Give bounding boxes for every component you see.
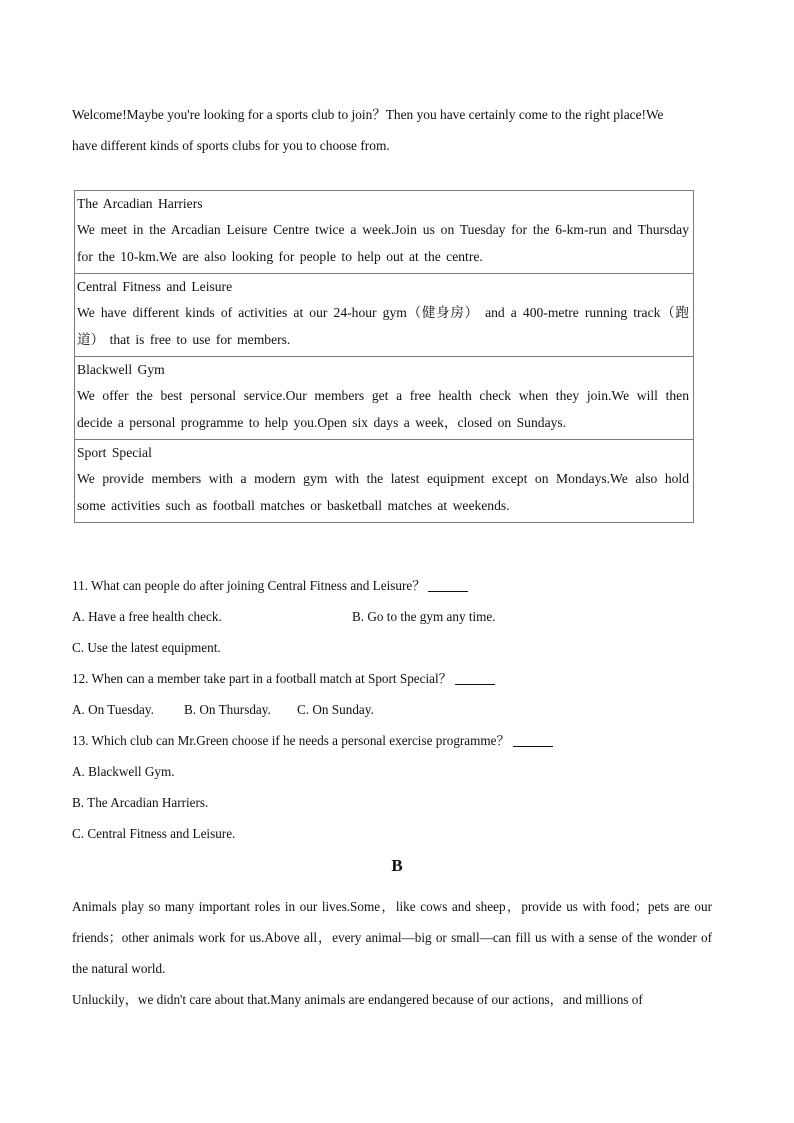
- question-stem: [72, 725, 722, 756]
- option-c: C. Central Fitness and Leisure.: [72, 826, 236, 841]
- option-a: A. Blackwell Gym.: [72, 764, 175, 779]
- question-11-text: 11. What can people do after joining Central Fitness and Leisure？: [72, 578, 426, 593]
- answer-blank: [455, 670, 495, 685]
- option-b: B. Go to the gym any time.: [352, 609, 496, 624]
- club-row: [75, 357, 693, 440]
- club-name: Central Fitness and Leisure: [77, 279, 233, 294]
- option-row: [72, 818, 722, 849]
- clubs-table: [74, 190, 694, 523]
- club-description: We provide members with a modern gym with the latest equipment except on Mondays.We also hold some activities such as football matches or basketball matches at weekends.: [77, 471, 689, 513]
- answer-blank: [428, 577, 468, 592]
- intro-paragraph: [72, 99, 712, 161]
- passage-paragraph-2: Unluckily，we didn't care about that.Many animals are endangered because of our actions，and millions of: [72, 992, 643, 1007]
- option-a: A. Have a free health check.: [72, 609, 222, 624]
- option-c: C. Use the latest equipment.: [72, 640, 221, 655]
- option-a: A. On Tuesday.: [72, 702, 154, 717]
- section-b-heading: B: [391, 856, 403, 875]
- questions-section: [72, 570, 722, 849]
- question-stem: [72, 570, 722, 601]
- question-stem: [72, 663, 722, 694]
- club-row: [75, 274, 693, 357]
- option-b: B. The Arcadian Harriers.: [72, 795, 209, 810]
- option-b: B. On Thursday.: [184, 702, 271, 717]
- question-12-text: 12. When can a member take part in a football match at Sport Special？: [72, 671, 452, 686]
- answer-blank: [513, 732, 553, 747]
- option-row: [72, 601, 722, 632]
- club-name: The Arcadian Harriers: [77, 196, 203, 211]
- club-description: We meet in the Arcadian Leisure Centre twice a week.Join us on Tuesday for the 6-km-run and Thursday for the 10-km.We are also looking for people to help out at the centre.: [77, 222, 689, 264]
- option-row: [72, 756, 722, 787]
- club-description: We have different kinds of activities at our 24-hour gym（健身房） and a 400-metre running track（跑道） that is free to use for members.: [77, 305, 689, 347]
- club-name: Blackwell Gym: [77, 362, 165, 377]
- section-b-passage: [72, 891, 712, 1015]
- option-c: C. On Sunday.: [297, 702, 374, 717]
- club-name: Sport Special: [77, 445, 152, 460]
- intro-line-2: have different kinds of sports clubs for you to choose from.: [72, 138, 390, 153]
- option-row: [72, 694, 722, 725]
- club-row: [75, 191, 693, 274]
- club-row: [75, 440, 693, 522]
- option-row: [72, 632, 722, 663]
- club-description: We offer the best personal service.Our members get a free health check when they join.We will then decide a personal programme to help you.Open six days a week，closed on Sundays.: [77, 388, 689, 430]
- option-row: [72, 787, 722, 818]
- question-13-text: 13. Which club can Mr.Green choose if he needs a personal exercise programme？: [72, 733, 510, 748]
- intro-line-1: Welcome!Maybe you're looking for a sports club to join？Then you have certainly come to the right place!We: [72, 107, 664, 122]
- passage-paragraph-1: Animals play so many important roles in our lives.Some，like cows and sheep，provide us with food；pets are our friends；other animals work for us.Above all，every animal—big or small—can fill us with a sense of the wonder of the natural world.: [72, 899, 712, 976]
